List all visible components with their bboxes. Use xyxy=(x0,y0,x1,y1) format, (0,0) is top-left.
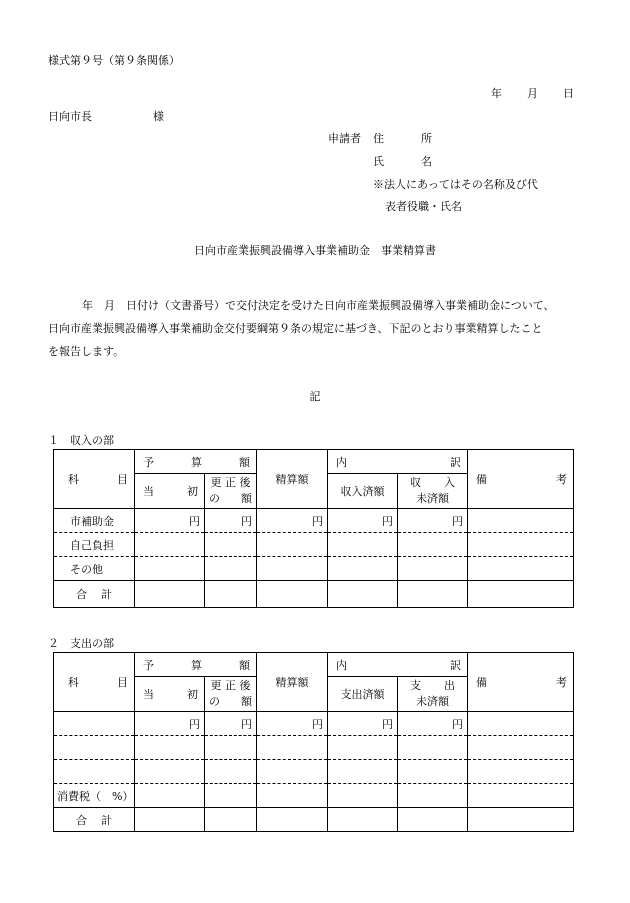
empty-cell xyxy=(398,784,468,808)
income-header-kamoku: 科 目 xyxy=(54,450,135,509)
empty-cell xyxy=(328,581,398,608)
yen-unit: 円 xyxy=(398,712,468,736)
date-year: 年 xyxy=(491,87,502,100)
income-row-label: 市補助金 xyxy=(54,509,135,533)
applicant-address-label-b: 所 xyxy=(421,132,432,145)
table-row xyxy=(54,784,574,808)
empty-cell xyxy=(257,808,328,832)
applicant-label: 申請者 xyxy=(328,132,361,145)
empty-cell xyxy=(468,760,574,784)
income-header-sumi: 収入済額 xyxy=(328,474,398,509)
income-heading: １ 収入の部 xyxy=(48,434,114,447)
expense-heading: ２ 支出の部 xyxy=(48,637,114,650)
expense-header-kousei: 更 正 後 の 額 xyxy=(205,677,257,712)
empty-cell xyxy=(205,581,257,608)
empty-cell xyxy=(135,736,205,760)
empty-cell xyxy=(398,736,468,760)
empty-cell xyxy=(135,581,205,608)
yen-unit: 円 xyxy=(257,712,328,736)
income-header-seisan: 精算額 xyxy=(257,450,328,509)
yen-unit: 円 xyxy=(328,509,398,533)
income-header-uchiwake: 内 訳 xyxy=(328,450,468,474)
addressee-honorific: 様 xyxy=(153,110,164,123)
empty-cell xyxy=(135,760,205,784)
income-header-mi: 収 入 未済額 xyxy=(398,474,468,509)
addressee-name: 日向市長 xyxy=(48,110,92,123)
empty-cell xyxy=(257,557,328,581)
yen-unit: 円 xyxy=(205,712,257,736)
empty-cell xyxy=(468,736,574,760)
table-row xyxy=(54,736,574,760)
empty-cell xyxy=(468,509,574,533)
yen-unit: 円 xyxy=(257,509,328,533)
expense-header-seisan: 精算額 xyxy=(257,653,328,712)
empty-cell xyxy=(135,784,205,808)
empty-cell xyxy=(328,736,398,760)
table-row xyxy=(54,760,574,784)
applicant-address-label-a: 住 xyxy=(373,132,384,145)
applicant-name-label-b: 名 xyxy=(421,155,432,168)
table-row xyxy=(54,533,574,557)
empty-cell xyxy=(468,712,574,736)
empty-cell xyxy=(398,533,468,557)
expense-header-kamoku: 科 目 xyxy=(54,653,135,712)
empty-cell xyxy=(257,581,328,608)
income-header-biko: 備 考 xyxy=(468,450,574,509)
expense-header-mi: 支 出 未済額 xyxy=(398,677,468,712)
income-row-label: その他 xyxy=(54,557,135,581)
empty-cell xyxy=(135,557,205,581)
expense-total-label: 合 計 xyxy=(54,808,135,832)
empty-cell xyxy=(468,581,574,608)
yen-unit: 円 xyxy=(398,509,468,533)
empty-cell xyxy=(328,533,398,557)
expense-header-yosan: 予 算 額 xyxy=(135,653,257,677)
yen-unit: 円 xyxy=(135,712,205,736)
empty-cell xyxy=(257,784,328,808)
empty-cell xyxy=(328,760,398,784)
applicant-note-1: ※法人にあってはその名称及び代 xyxy=(373,178,538,191)
empty-cell xyxy=(205,760,257,784)
date-day: 日 xyxy=(563,87,574,100)
table-row xyxy=(54,712,574,736)
empty-cell xyxy=(468,784,574,808)
empty-cell xyxy=(257,760,328,784)
body-line-3: を報告します。 xyxy=(48,345,125,358)
document-title: 日向市産業振興設備導入事業補助金 事業精算書 xyxy=(194,244,436,257)
date-month: 月 xyxy=(527,87,538,100)
tax-label: 消費税（ %） xyxy=(54,784,135,808)
income-header-yosan: 予 算 額 xyxy=(135,450,257,474)
empty-cell xyxy=(468,557,574,581)
expense-header-touso: 当 初 xyxy=(135,677,205,712)
applicant-name-label-a: 氏 xyxy=(373,155,384,168)
empty-cell xyxy=(257,736,328,760)
table-row xyxy=(54,557,574,581)
empty-cell xyxy=(205,533,257,557)
empty-cell xyxy=(468,808,574,832)
yen-unit: 円 xyxy=(135,509,205,533)
empty-cell xyxy=(205,557,257,581)
table-row xyxy=(54,581,574,608)
empty-cell xyxy=(54,712,135,736)
empty-cell xyxy=(328,808,398,832)
yen-unit: 円 xyxy=(205,509,257,533)
empty-cell xyxy=(54,760,135,784)
income-table xyxy=(53,449,574,608)
empty-cell xyxy=(135,533,205,557)
ki-heading: 記 xyxy=(309,390,321,403)
income-row-label: 自己負担 xyxy=(54,533,135,557)
empty-cell xyxy=(468,533,574,557)
empty-cell xyxy=(54,736,135,760)
expense-header-uchiwake: 内 訳 xyxy=(328,653,468,677)
empty-cell xyxy=(205,784,257,808)
expense-header-sumi: 支出済額 xyxy=(328,677,398,712)
expense-header-biko: 備 考 xyxy=(468,653,574,712)
empty-cell xyxy=(398,581,468,608)
empty-cell xyxy=(205,808,257,832)
body-line-2: 日向市産業振興設備導入事業補助金交付要綱第９条の規定に基づき、下記のとおり事業精算したこと xyxy=(48,322,543,335)
table-row xyxy=(54,509,574,533)
expense-table xyxy=(53,652,574,832)
table-row xyxy=(54,808,574,832)
empty-cell xyxy=(328,557,398,581)
empty-cell xyxy=(398,557,468,581)
form-number: 様式第９号（第９条関係） xyxy=(48,54,180,67)
applicant-note-2: 表者役職・氏名 xyxy=(385,200,462,213)
empty-cell xyxy=(328,784,398,808)
empty-cell xyxy=(398,808,468,832)
income-header-kousei: 更 正 後 の 額 xyxy=(205,474,257,509)
empty-cell xyxy=(135,808,205,832)
yen-unit: 円 xyxy=(328,712,398,736)
income-header-touso: 当 初 xyxy=(135,474,205,509)
empty-cell xyxy=(205,736,257,760)
income-total-label: 合 計 xyxy=(54,581,135,608)
empty-cell xyxy=(257,533,328,557)
body-line-1: 年 月 日付け（文書番号）で交付決定を受けた日向市産業振興設備導入事業補助金について、 xyxy=(82,299,555,312)
empty-cell xyxy=(398,760,468,784)
